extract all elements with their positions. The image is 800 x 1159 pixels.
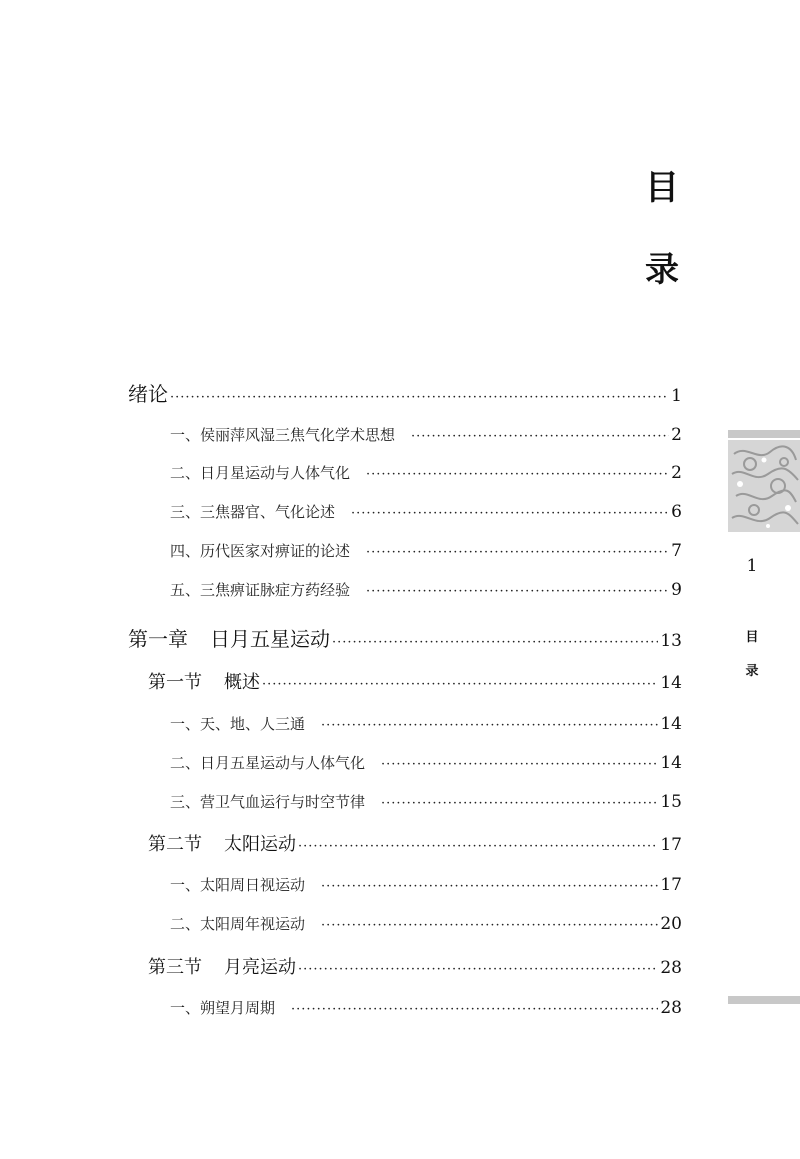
title-char-lu: 录: [645, 250, 679, 290]
toc-label: [148, 953, 296, 979]
toc-leader-dots: [298, 962, 658, 977]
toc-page-number: 6: [671, 502, 682, 522]
toc-page-number: 13: [660, 631, 682, 651]
toc-entry-item[interactable]: [170, 462, 682, 483]
toc-entry-item[interactable]: [170, 791, 682, 812]
toc-page-number: 14: [660, 753, 682, 773]
toc-page-number: 14: [660, 673, 682, 693]
toc-entry-item[interactable]: [170, 874, 682, 895]
toc-entry-item[interactable]: [170, 752, 682, 773]
toc-label: 绪论: [128, 382, 168, 406]
toc-entry-item[interactable]: [170, 913, 682, 934]
toc-page-number: 1: [671, 386, 682, 406]
title-char-mu: 目: [645, 168, 679, 208]
toc-page-number: 2: [671, 425, 682, 445]
toc-label: 三、营卫气血运行与时空节律: [170, 793, 366, 811]
toc-page-number: 9: [671, 580, 682, 600]
toc-leader-dots: [366, 467, 669, 482]
toc-entry-section[interactable]: [148, 830, 682, 856]
toc-entry-item[interactable]: [170, 713, 682, 734]
toc-entry-chapter-1[interactable]: [128, 623, 682, 652]
dragon-pattern-icon: [728, 440, 800, 532]
toc-label: [148, 830, 296, 856]
toc-entry-item[interactable]: [170, 997, 682, 1018]
side-label-char-mu: 目: [745, 630, 759, 645]
side-label-char-lu: 录: [745, 664, 759, 679]
toc-leader-dots: [170, 390, 669, 405]
toc-label: 一、侯丽萍风湿三焦气化学术思想: [170, 426, 396, 444]
toc-leader-dots: [381, 796, 658, 811]
toc-label: 四、历代医家对痹证的论述: [170, 542, 351, 560]
toc-page-number: 14: [660, 714, 682, 734]
toc-section-title: 概述: [224, 672, 260, 693]
toc-label: 二、日月星运动与人体气化: [170, 464, 351, 482]
toc-leader-dots: [262, 677, 658, 692]
toc-section-title: 月亮运动: [224, 957, 296, 978]
toc-leader-dots: [411, 429, 669, 444]
toc-label: [128, 623, 330, 652]
toc-page-number: 7: [671, 541, 682, 561]
toc-leader-dots: [381, 757, 658, 772]
toc-page-number: 2: [671, 463, 682, 483]
toc-entry-section[interactable]: [148, 668, 682, 694]
toc-label: 二、日月五星运动与人体气化: [170, 754, 366, 772]
toc-entry-item[interactable]: [170, 540, 682, 561]
toc-section-title: 太阳运动: [224, 834, 296, 855]
toc-label: 一、天、地、人三通: [170, 715, 306, 733]
toc-page-number: 17: [660, 835, 682, 855]
toc-label: 三、三焦器官、气化论述: [170, 503, 336, 521]
toc-section-number: 第二节: [148, 834, 202, 855]
toc-page-number: 15: [660, 792, 682, 812]
toc-label: 一、朔望月周期: [170, 999, 276, 1017]
side-tab-top-band: [728, 430, 800, 438]
toc-leader-dots: [351, 506, 669, 521]
toc-label: 五、三焦痹证脉症方药经验: [170, 581, 351, 599]
toc-leader-dots: [321, 718, 658, 733]
toc-label: 二、太阳周年视运动: [170, 915, 306, 933]
toc-page-number: 17: [660, 875, 682, 895]
side-tab-bottom-band: [728, 996, 800, 1004]
toc-entry-item[interactable]: [170, 424, 682, 445]
toc-leader-dots: [332, 635, 658, 650]
toc-entry-item[interactable]: [170, 579, 682, 600]
toc-label: [148, 668, 260, 694]
toc-section-number: 第一节: [148, 672, 202, 693]
toc-leader-dots: [321, 879, 658, 894]
toc-page-number: 28: [660, 998, 682, 1018]
toc-leader-dots: [291, 1002, 658, 1017]
side-page-number: 1: [746, 556, 758, 576]
toc-entry-item[interactable]: [170, 501, 682, 522]
toc-leader-dots: [366, 584, 669, 599]
toc-entry-chapter-intro[interactable]: [128, 378, 682, 407]
toc-entry-section[interactable]: [148, 953, 682, 979]
toc-section-number: 第三节: [148, 957, 202, 978]
toc-chapter-title: 日月五星运动: [210, 627, 330, 651]
toc-chapter-number: 第一章: [128, 627, 188, 651]
toc-leader-dots: [366, 545, 669, 560]
toc-page-number: 20: [660, 914, 682, 934]
toc-page-number: 28: [660, 958, 682, 978]
toc-label: 一、太阳周日视运动: [170, 876, 306, 894]
toc-leader-dots: [298, 839, 658, 854]
toc-leader-dots: [321, 918, 658, 933]
